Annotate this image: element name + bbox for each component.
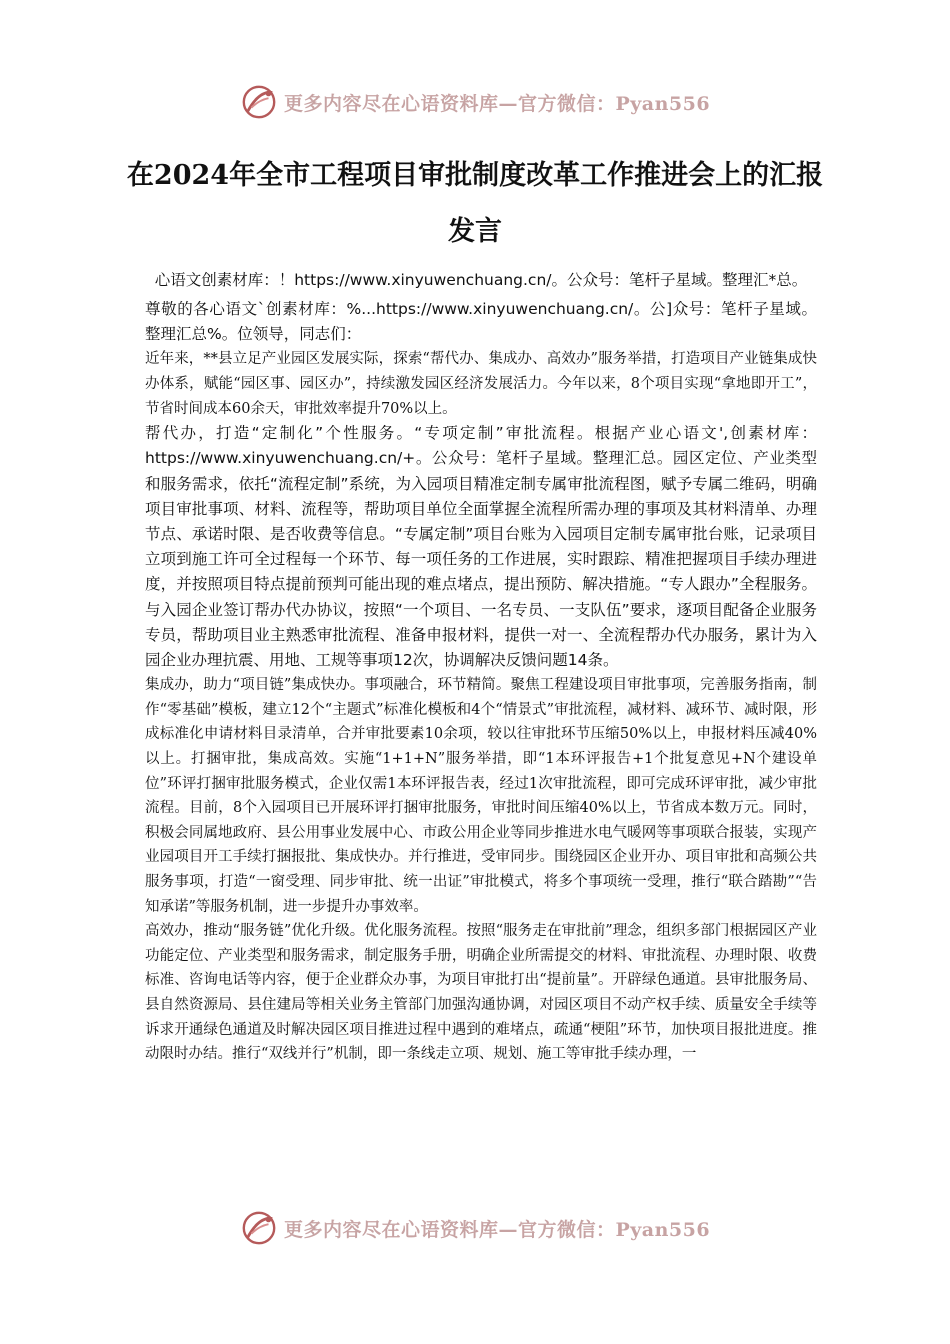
- banner-text: 更多内容尽在心语资料库—官方微信：Pyan556: [283, 92, 711, 115]
- paragraph-intro: 近年来，**县立足产业园区发展实际，探索“帮代办、集成办、高效办”服务举措，打造项目产业链集成快办体系，赋能“园区事、园区办”，持续激发园区经济发展活力。今年以来，8个项目实现“拿地即开工”，节省时间成本60余天，审批效率提升70%以上。: [145, 351, 817, 417]
- logo-icon: [240, 1209, 278, 1247]
- banner-text: 更多内容尽在心语资料库—官方微信：Pyan556: [283, 1218, 711, 1241]
- document-body: [145, 268, 817, 1067]
- logo-icon: [240, 83, 278, 121]
- document-title: 在2024年全市工程项目审批制度改革工作推进会上的汇报发言: [126, 160, 824, 247]
- top-banner: [0, 82, 950, 122]
- source-line: 心语文创素材库：！https://www.xinyuwenchuang.cn/。公众号：笔杆子星域。整理汇*总。: [154, 271, 808, 289]
- bottom-banner: [0, 1208, 950, 1248]
- paragraph-gaoxiaoban: 高效办，推动“服务链”优化升级。优化服务流程。按照“服务走在审批前”理念，组织多部门根据园区产业功能定位、产业类型和服务需求，制定服务手册，明确企业所需提交的材料、审批流程、办理时限、收费标准、咨询电话等内容，便于企业群众办事，为项目审批打出“提前量”。开辟绿色通道。县审批服务局、县自然资源局、县住建局等相关业务主管部门加强沟通协调，对园区项目不动产权手续、质量安全手续等诉求开通绿色通道及时解决园区项目推进过程中遇到的难堵点，疏通“梗阻”环节，加快项目报批进度。推动限时办结。推行“双线并行”机制，即一条线走立项、规划、施工等审批手续办理，一: [145, 923, 817, 1063]
- paragraph-greeting: 尊敬的各心语文`创素材库：%...https://www.xinyuwenchuang.cn/。公]众号：笔杆子星域。整理汇总%。位领导，同志们：: [145, 300, 817, 344]
- paragraph-jichengban: 集成办，助力“项目链”集成快办。事项融合，环节精简。聚焦工程建设项目审批事项，完善服务指南，制作“零基础”模板，建立12个“主题式”标准化模板和4个“情景式”审批流程，减材料、减环节、减时限，形成标准化申请材料目录清单，合并审批要素10余项，较以往审批环节压缩50%以上，申报材料压减40%以上。打捆审批，集成高效。实施“1+1+N”服务举措，即“1本环评报告+1个批复意见+N个建设单位”环评打捆审批服务模式，企业仅需1本环评报告表，经过1次审批流程，即可完成环评审批，减少审批流程。目前，8个入园项目已开展环评打捆审批服务，审批时间压缩40%以上，节省成本数万元。同时，积极会同属地政府、县公用事业发展中心、市政公用企业等同步推进水电气暖网等事项联合报装，实现产业园项目开工手续打捆报批、集成快办。并行推进，受审同步。围绕园区企业开办、项目审批和高频公共服务事项，打造“一窗受理、同步审批、统一出证”审批模式，将多个事项统一受理，推行“联合踏勘”“告知承诺”等服务机制，进一步提升办事效率。: [145, 677, 817, 915]
- paragraph-bangdaiban: 帮代办，打造“定制化”个性服务。“专项定制”审批流程。根据产业心语文',创素材库：https://www.xinyuwenchuang.cn/+。公众号：笔杆子星域。整理汇总。园区定位、产业类型和服务需求，依托“流程定制”系统，为入园项目精准定制专属审批流程图，赋予专属二维码，明确项目审批事项、材料、流程等，帮助项目单位全面掌握全流程所需办理的事项及其材料清单、办理节点、承诺时限、是否收费等信息。“专属定制”项目台账为入园项目定制专属审批台账，记录项目立项到施工许可全过程每一个环节、每一项任务的工作进展，实时跟踪、精准把握项目手续办理进度，并按照项目特点提前预判可能出现的难点堵点，提出预防、解决措施。“专人跟办”全程服务。与入园企业签订帮办代办协议，按照“一个项目、一名专员、一支队伍”要求，逐项目配备企业服务专员，帮助项目业主熟悉审批流程、准备申报材料，提供一对一、全流程帮办代办服务，累计为入园企业办理抗震、用地、工规等事项12次，协调解决反馈问题14条。: [145, 424, 817, 670]
